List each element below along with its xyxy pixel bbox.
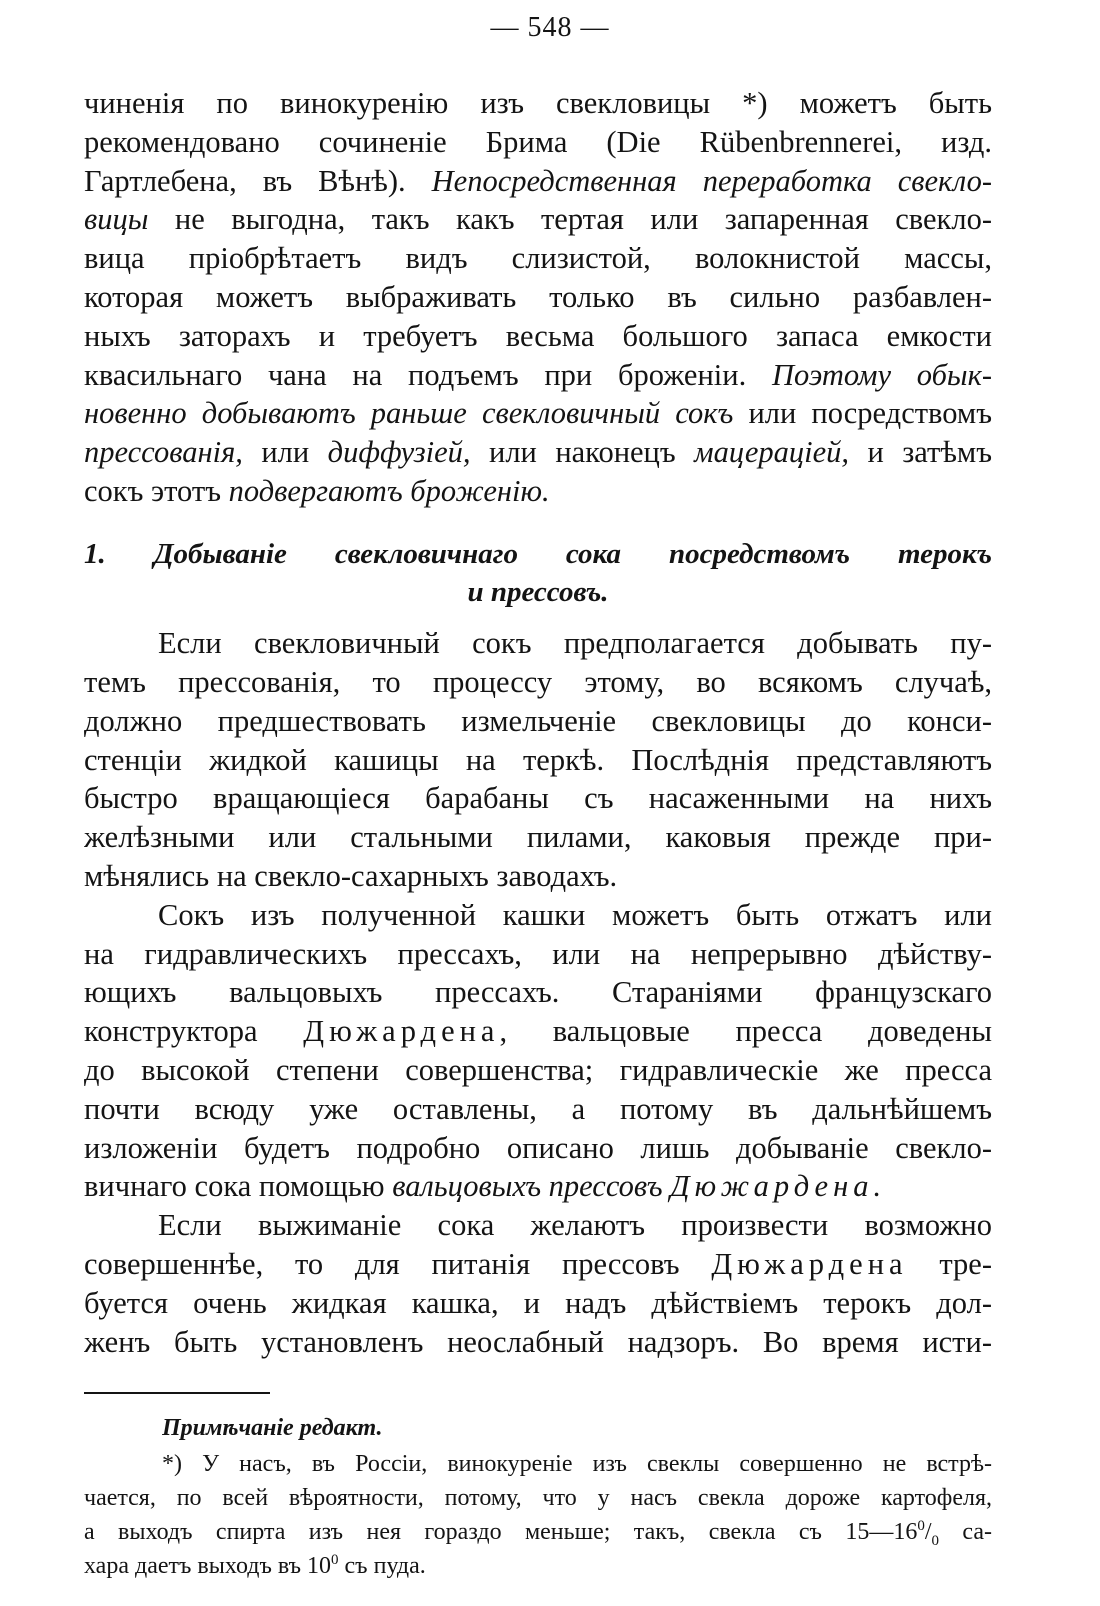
text-span: темъ прессованія, то процессу этому, во всякомъ случаѣ, [84, 665, 992, 699]
text-line [84, 278, 992, 316]
subscript: 0 [931, 1532, 939, 1549]
text-line [84, 1284, 992, 1322]
footnote-line [84, 1516, 992, 1549]
section-number: 1. [84, 538, 106, 570]
text-span: или посредствомъ [733, 396, 992, 430]
text-span: почти всюду уже оставлены, а потому въ дальнѣйшемъ [84, 1092, 992, 1126]
text-span: мѣнялись на свекло-сахарныхъ заводахъ. [84, 859, 618, 893]
text-span: изложеніи будетъ подробно описано лишь добываніе свекло- [84, 1131, 992, 1165]
text-line [84, 356, 992, 394]
spaced-name: Дюжардена [303, 1014, 500, 1048]
text-line [84, 663, 992, 701]
superscript: 0 [331, 1552, 339, 1568]
text-span: желѣзными или стальными пилами, каковыя прежде при- [84, 820, 992, 854]
text-span: женъ быть установленъ неослабный надзоръ. Во время исти- [84, 1325, 992, 1359]
text-line [84, 973, 992, 1011]
italic-text: подвергаютъ броженію. [228, 474, 550, 508]
text-span: квасильнаго чана на подъемъ при броженіи. [84, 358, 772, 392]
text-span: / [924, 1519, 932, 1545]
italic-text: диффузіей, [327, 435, 471, 469]
text-line [84, 84, 992, 122]
superscript: 0 [917, 1518, 925, 1534]
text-span: или наконецъ [470, 435, 695, 469]
text-span: сокъ этотъ [84, 474, 229, 508]
text-line [84, 702, 992, 740]
italic-text: мацераціей, [694, 435, 850, 469]
text-span: Примѣчаніе редакт. [162, 1415, 383, 1441]
text-line [84, 818, 992, 856]
text-line [84, 239, 992, 277]
text-span: которая можетъ выбраживать только въ сильно разбавлен- [84, 280, 992, 314]
text-line [84, 317, 992, 355]
spaced-name: Дюжардена [711, 1247, 908, 1281]
text-span: ныхъ заторахъ и требуетъ весьма большого запаса емкости [84, 319, 992, 353]
text-span: должно предшествовать измельченіе свекловицы до конси- [84, 704, 992, 738]
text-span: Если свекловичный сокъ предполагается добывать пу- [158, 626, 992, 660]
text-line [158, 1206, 992, 1244]
text-span: тре- [907, 1247, 992, 1281]
text-span: , вальцовые пресса доведены [499, 1014, 992, 1048]
text-span: быстро вращающіеся барабаны съ насаженными на нихъ [84, 781, 992, 815]
text-span: на гидравлическихъ прессахъ, или на непрерывно дѣйству- [84, 937, 992, 971]
text-span: буется очень жидкая кашка, и надъ дѣйствіемъ терокъ дол- [84, 1286, 992, 1320]
text-span: или [242, 435, 328, 469]
text-span: и затѣмъ [849, 435, 992, 469]
text-line [84, 1129, 992, 1167]
text-span: а выходъ спирта изъ нея гораздо меньше; такъ, свекла съ 15—16 [84, 1519, 918, 1545]
text-span: чиненія по винокуренію изъ свекловицы *) можетъ быть [84, 86, 992, 120]
text-line [84, 741, 992, 779]
text-line [84, 1051, 992, 1089]
text-span: вица пріобрѣтаетъ видъ слизистой, волокнистой массы, [84, 241, 992, 275]
italic-text: вицы [84, 202, 149, 236]
text-line [84, 1245, 992, 1283]
footnote-line [84, 1482, 992, 1515]
text-line [84, 200, 992, 238]
text-line [84, 857, 992, 895]
text-line [84, 394, 992, 432]
footnote-rule [84, 1392, 270, 1394]
text-span: Сокъ изъ полученной кашки можетъ быть отжатъ или [158, 898, 992, 932]
text-line [84, 1167, 992, 1205]
text-span: рекомендовано сочиненіе Брима (Die Rübenbrennerei, изд. [84, 125, 992, 159]
text-line [84, 779, 992, 817]
italic-text: Непосредственная переработка свекло- [431, 164, 992, 198]
italic-text: Поэтому обык- [771, 358, 992, 392]
heading-line [84, 572, 992, 612]
italic-text: новенно добываютъ раньше свекловичный сокъ [84, 396, 734, 430]
heading-line [84, 534, 992, 574]
text-span: до высокой степени совершенства; гидравлическіе же пресса [84, 1053, 992, 1087]
footnote-label [162, 1412, 762, 1445]
heading-text: Добываніе свекловичнаго сока посредствомъ терокъ [153, 538, 992, 570]
text-span: *) У насъ, въ Россіи, винокуреніе изъ свеклы совершенно не встрѣ- [162, 1451, 992, 1477]
spaced-name: Дюжардена. [670, 1169, 887, 1203]
text-span: хара даетъ выходъ въ 10 [84, 1553, 332, 1579]
text-span: чается, по всей вѣроятности, потому, что у насъ свекла дороже картофеля, [84, 1485, 992, 1511]
text-span: Гартлебена, въ Вѣнѣ). [84, 164, 432, 198]
text-line [84, 162, 992, 200]
text-span: са- [939, 1519, 992, 1545]
text-line [84, 472, 992, 510]
footnote-line [162, 1448, 992, 1481]
text-line [84, 935, 992, 973]
text-line [158, 624, 992, 662]
text-line [84, 1090, 992, 1128]
text-line [158, 896, 992, 934]
heading-text: и прессовъ. [467, 576, 609, 608]
text-span: съ пуда. [338, 1553, 426, 1579]
text-line [84, 433, 992, 471]
text-line [84, 1012, 992, 1050]
text-line [84, 123, 992, 161]
text-span: вичнаго сока помощью [84, 1169, 393, 1203]
text-span: ющихъ вальцовыхъ прессахъ. Стараніями французскаго [84, 975, 992, 1009]
text-span: совершеннѣе, то для питанія прессовъ [84, 1247, 712, 1281]
italic-text: прессованія, [84, 435, 243, 469]
text-span: не выгодна, такъ какъ тертая или запаренная свекло- [148, 202, 992, 236]
text-span: стенціи жидкой кашицы на теркѣ. Послѣднія представляютъ [84, 743, 992, 777]
text-line [84, 1323, 992, 1361]
footnote-line [84, 1550, 992, 1583]
text-span: конструктора [84, 1014, 304, 1048]
italic-text: вальцовыхъ прессовъ [392, 1169, 671, 1203]
page-number: — 548 — [490, 12, 610, 43]
text-span: Если выжиманіе сока желаютъ произвести возможно [158, 1208, 992, 1242]
